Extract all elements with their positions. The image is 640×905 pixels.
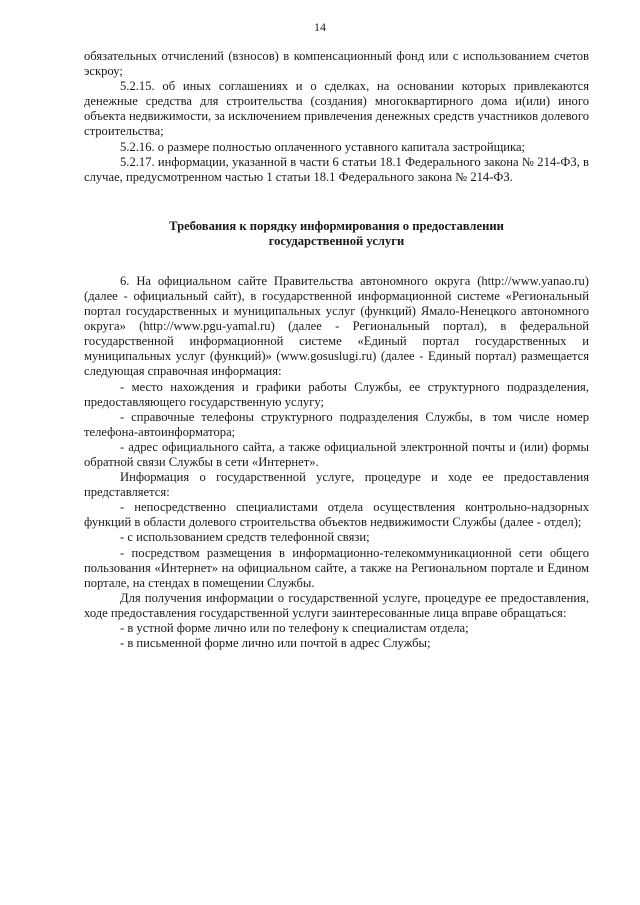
top-paragraph-block bbox=[84, 49, 589, 185]
main-paragraph-block bbox=[84, 274, 589, 651]
paragraph: - место нахождения и графики работы Службы, ее структурного подразделения, предоставляющего государственную услугу; bbox=[84, 379, 589, 409]
section-heading-line-1: Требования к порядку информирования о предоставлении bbox=[169, 218, 504, 233]
paragraph: - адрес официального сайта, а также официальной электронной почты и (или) формы обратной связи Службы в сети «Интернет». bbox=[84, 439, 589, 469]
paragraph: - в письменной форме лично или почтой в адрес Службы; bbox=[120, 636, 431, 651]
paragraph: 5.2.17. информации, указанной в части 6 статьи 18.1 Федерального закона № 214-ФЗ, в случае, предусмотренном частью 1 статьи 18.1 Федерального закона № 214-ФЗ. bbox=[84, 154, 589, 184]
paragraph: 6. На официальном сайте Правительства автономного округа (http://www.yanao.ru) (далее - официальный сайт), в государственной информационной системе «Региональный портал государственных и муниципальных услуг (функций) Ямало-Ненецкого автономного округа» (http://www.pgu-yamal.ru) (далее - Региональный портал), в федеральной государственной информационной системе «Единый портал государственных и муниципальных услуг (функций)» (www.gosuslugi.ru) (далее - Единый портал) размещается следующая справочная информация: bbox=[84, 273, 589, 379]
section-heading bbox=[84, 219, 589, 250]
paragraph: - непосредственно специалистами отдела осуществления контрольно-надзорных функций в области долевого строительства объектов недвижимости Службы (далее - отдел); bbox=[84, 500, 589, 530]
paragraph: - справочные телефоны структурного подразделения Службы, в том числе номер телефона-автоинформатора; bbox=[84, 409, 589, 439]
section-heading-line-2: государственной услуги bbox=[268, 234, 405, 249]
paragraph: Информация о государственной услуге, процедуре и ходе ее предоставления представляется: bbox=[84, 470, 589, 500]
page-number: 14 bbox=[314, 20, 326, 34]
paragraph: - с использованием средств телефонной связи; bbox=[120, 530, 370, 545]
paragraph: 5.2.15. об иных соглашениях и о сделках, на основании которых привлекаются денежные средства для строительства (создания) многоквартирного дома и(или) иного объекта недвижимости, за исключением привлечения денежных средств участников долевого строительства; bbox=[84, 79, 589, 139]
paragraph: 5.2.16. о размере полностью оплаченного уставного капитала застройщика; bbox=[120, 139, 526, 154]
paragraph: - посредством размещения в информационно-телекоммуникационной сети общего пользования «Интернет» на официальном сайте, а также на Региональном портале и Едином портале, на стендах в помещении Службы. bbox=[84, 545, 589, 590]
paragraph: обязательных отчислений (взносов) в компенсационный фонд или с использованием счетов эскроу; bbox=[84, 49, 589, 79]
paragraph: - в устной форме лично или по телефону к специалистам отдела; bbox=[120, 621, 469, 635]
paragraph: Для получения информации о государственной услуге, процедуре ее предоставления, ходе предоставления государственной услуги заинтересованные лица вправе обращаться: bbox=[84, 590, 589, 620]
document-body bbox=[84, 49, 589, 651]
